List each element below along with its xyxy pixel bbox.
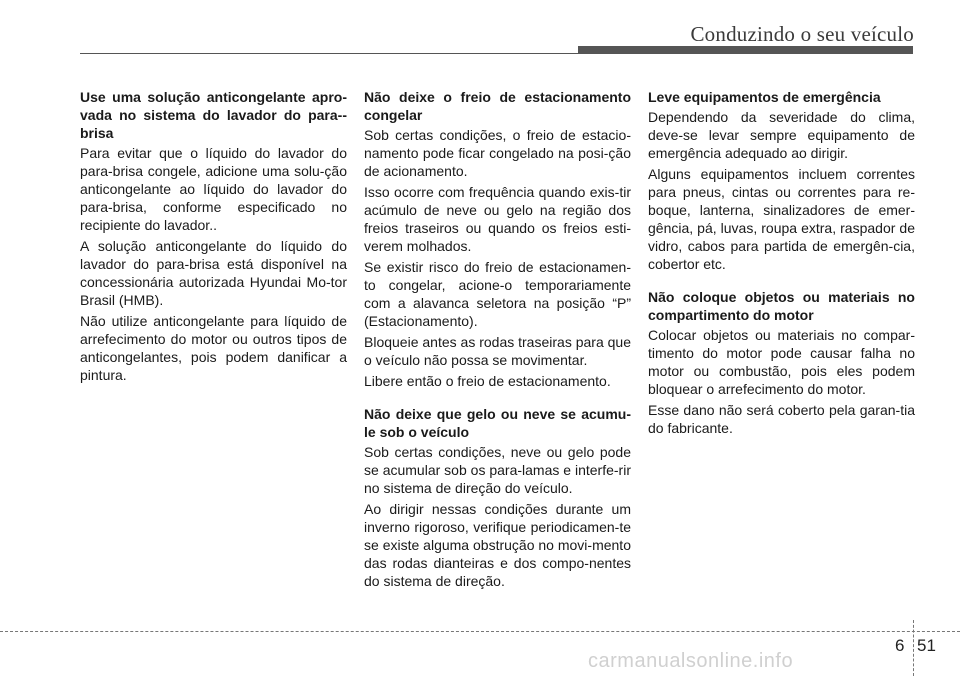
paragraph: Isso ocorre com frequência quando exis-tir acúmulo de neve ou gelo na região dos freios traseiros ou quando os freios esti-verem molhados. xyxy=(364,184,631,254)
paragraph: Esse dano não será coberto pela garan-tia do fabricante. xyxy=(648,402,915,436)
header-rule-thin xyxy=(80,53,580,54)
page-chapter-number: 6 xyxy=(895,636,905,655)
section-gap xyxy=(364,393,631,405)
text-column-1 xyxy=(80,88,347,387)
paragraph: Libere então o freio de estacionamento. xyxy=(364,373,611,389)
paragraph: Se existir risco do freio de estacionamen-to congelar, acione-o temporariamente com a alavanca seletora na posição “P” (Estacionamento). xyxy=(364,259,631,329)
paragraph: Sob certas condições, neve ou gelo pode se acumular sob os para-lamas e interfe-rir no sistema de direção do veículo. xyxy=(364,444,631,496)
section-heading: Use uma solução anticongelante apro-vada no sistema do lavador do para--brisa xyxy=(80,89,347,141)
section-heading: Não deixe o freio de estacionamento congelar xyxy=(364,89,631,123)
paragraph: Ao dirigir nessas condições durante um inverno rigoroso, verifique periodicamen-te se existe alguma obstrução no movi-mento das rodas dianteiras e dos compo-nentes do sistema de direção. xyxy=(364,501,631,589)
header-rule-thick xyxy=(578,46,913,54)
paragraph: Alguns equipamentos incluem correntes para pneus, cintas ou correntes para re-boque, lanterna, sinalizadores de emer-gência, pá, luvas, roupa extra, raspador de vidro, cabos para partida de emergên-cia, cobertor etc. xyxy=(648,166,915,272)
paragraph: Sob certas condições, o freio de estacio-namento pode ficar congelado na posi-ção de acionamento. xyxy=(364,127,631,179)
section-heading: Leve equipamentos de emergência xyxy=(648,89,881,105)
section-gap xyxy=(648,276,915,288)
paragraph: A solução anticongelante do líquido do lavador do para-brisa está disponível na concessionária autorizada Hyundai Mo-tor Brasil (HMB). xyxy=(80,238,347,308)
section-heading: Não deixe que gelo ou neve se acumu-le sob o veículo xyxy=(364,406,631,440)
page-number: 51 xyxy=(917,636,936,655)
paragraph: Colocar objetos ou materiais no compar-timento do motor pode causar falha no motor ou combustão, pois eles podem bloquear o arrefecimento do motor. xyxy=(648,327,915,397)
header-title: Conduzindo o seu veículo xyxy=(690,22,914,46)
footer-dashed-line xyxy=(0,631,960,632)
paragraph: Bloqueie antes as rodas traseiras para que o veículo não possa se movimentar. xyxy=(364,334,631,368)
footer-divider-tick xyxy=(913,620,914,676)
watermark: carmanualsonline.info xyxy=(588,650,794,672)
paragraph: Para evitar que o líquido do lavador do para-brisa congele, adicione uma solu-ção anticongelante ao líquido do lavador do para-brisa, conforme especificado no recipiente do lavador.. xyxy=(80,145,347,233)
text-column-3 xyxy=(648,88,915,440)
paragraph: Dependendo da severidade do clima, deve-se levar sempre equipamento de emergência adequado ao dirigir. xyxy=(648,109,915,161)
text-column-2 xyxy=(364,88,631,593)
section-heading: Não coloque objetos ou materiais no compartimento do motor xyxy=(648,289,915,323)
paragraph: Não utilize anticongelante para líquido de arrefecimento do motor ou outros tipos de anticongelantes, pois podem danificar a pintura. xyxy=(80,313,347,383)
